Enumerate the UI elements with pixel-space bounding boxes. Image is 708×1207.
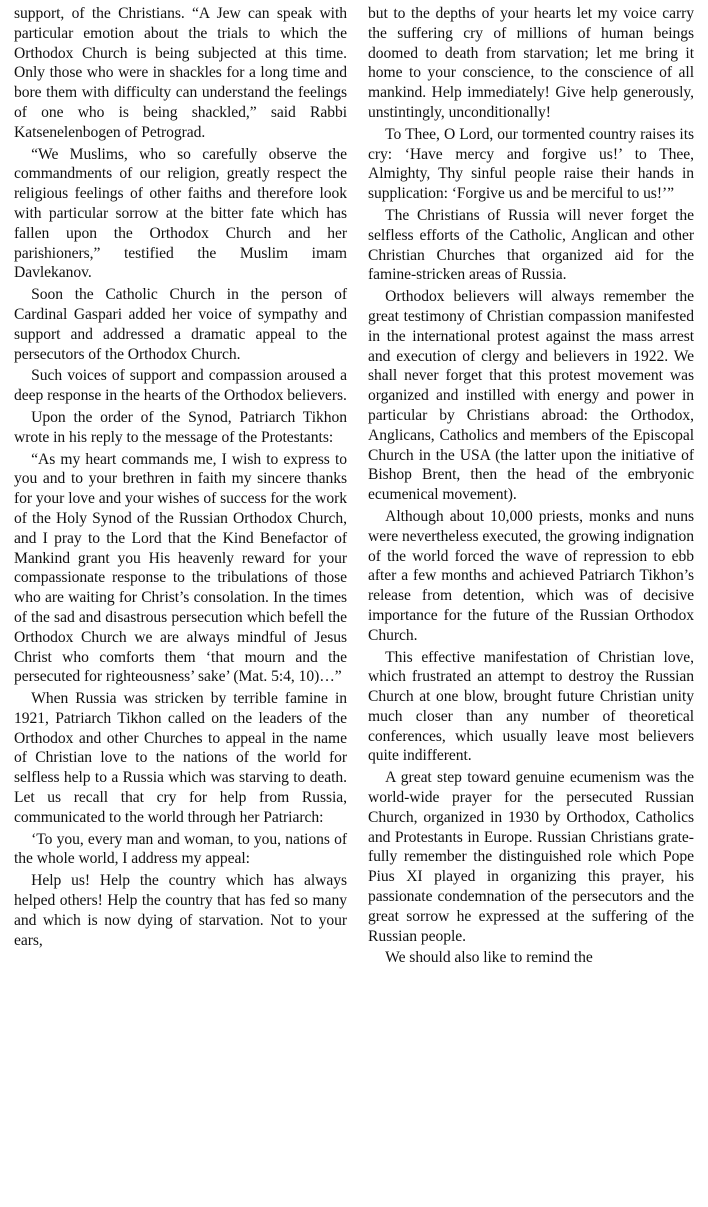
left-column bbox=[14, 4, 347, 952]
paragraph: support, of the Christians. “A Jew can speak with particular emotion about the trials to which the Orthodox Church is being subjected at this time. Only those who were in shackles for a long time and bore them with difficulty can understand the feelings of one who is being shackled,” said Rabbi Katsenelenbogen of Petrograd. bbox=[14, 5, 347, 141]
paragraph: ‘To you, every man and woman, to you, nations of the whole world, I address my appeal: bbox=[14, 830, 347, 868]
paragraph: Although about 10,000 priests, monks and nuns were nevertheless executed, the growing indignation of the world forced the wave of repression to ebb after a few months and achieved Patriarch Tikhon’s release from detention, which was of decisive importance for the future of the Russian Orthodox Church. bbox=[368, 507, 694, 644]
paragraph: This effective manifestation of Christian love, which frustrated an attempt to destroy the Russian Church at one blow, brought future Christian unity much closer than any number of theoretical conferences, which usually leave most believers quite indifferent. bbox=[368, 648, 694, 765]
paragraph: but to the depths of your hearts let my voice carry the suffering cry of millions of human beings doomed to death from starvation; let me bring it home to your conscience, to the conscience of all mankind. Help immediately! Give help generously, unstintingly, unconditionally! bbox=[368, 5, 694, 121]
paragraph: Such voices of support and compassion aroused a deep response in the hearts of the Orthodox believers. bbox=[14, 367, 347, 405]
paragraph: When Russia was stricken by terrible famine in 1921, Patriarch Tikhon called on the leaders of the Orthodox and other Churches to appeal in the name of Christian love to the nations of the world for selfless help to a Russia which was starving to death. Let us recall that cry for help from Russia, communicated to the world through her Patriarch: bbox=[14, 690, 347, 826]
paragraph: To Thee, O Lord, our tormented country raises its cry: ‘Have mercy and forgive us!’ to Thee, Almighty, Thy sinful people raise their hands in supplication: ‘Forgive us and be merciful to us!’” bbox=[368, 125, 694, 203]
paragraph: Soon the Catholic Church in the person of Cardinal Gaspari added her voice of sympathy and support and addressed a dramatic appeal to the persecutors of the Orthodox Church. bbox=[14, 286, 347, 363]
paragraph: A great step toward genuine ecumenism was the world-wide prayer for the persecuted Russian Church, organized in 1930 by Orthodox, Catholics and Protestants in Europe. Russian Christians gratefully remember the distinguished role which Pope Pius XI played in organizing this prayer, his passionate condemnation of the persecutors and the great sorrow he expressed at the suffering of the Russian people. bbox=[368, 769, 694, 945]
paragraph: The Christians of Russia will never forget the selfless efforts of the Catholic, Anglican and other Christian Churches that organized aid for the famine-stricken areas of Russia. bbox=[368, 206, 694, 284]
paragraph: “As my heart commands me, I wish to express to you and to your brethren in faith my sincere thanks for your love and your wishes of success for the work of the Holy Synod of the Russian Orthodox Church, and I pray to the Lord that the Kind Benefactor of Mankind grant you His heavenly reward for your compassionate response to the tribulations of those who are waiting for Christ’s consolation. In the times of the sad and disastrous persecution which befell the Orthodox Church we are always mindful of Jesus Christ who comforts them ‘that mourn and the persecuted for righteousness’ sake’ (Mat. 5:4, 10)…” bbox=[14, 450, 347, 686]
paragraph: We should also like to remind the bbox=[385, 949, 593, 967]
paragraph: Upon the order of the Synod, Patriarch Tikhon wrote in his reply to the message of the Protestants: bbox=[14, 408, 347, 446]
paragraph: Help us! Help the country which has always helped others! Help the country that has fed so many and which is now dying of starvation. Not to your ears, bbox=[14, 872, 347, 949]
paragraph: Orthodox believers will always remember the great testimony of Christian compassion manifested in the international protest against the mass arrest and execution of clergy and believers in 1922. We shall never forget that this protest movement was organized and instilled with energy and power in particular by Christians abroad: the Orthodox, Anglicans, Catholics and members of the Episcopal Church in the USA (the latter upon the initiative of Bishop Brent, then the head of the embryonic ecumenical movement). bbox=[368, 288, 694, 504]
right-column bbox=[368, 4, 694, 970]
paragraph: “We Muslims, who so carefully observe the commandments of our religion, greatly respect the religious feelings of other faiths and therefore look with particular sorrow at the bitter fate which has fallen upon the Orthodox Church and her parishioners,” testified the Muslim imam Davlekanov. bbox=[14, 145, 347, 282]
